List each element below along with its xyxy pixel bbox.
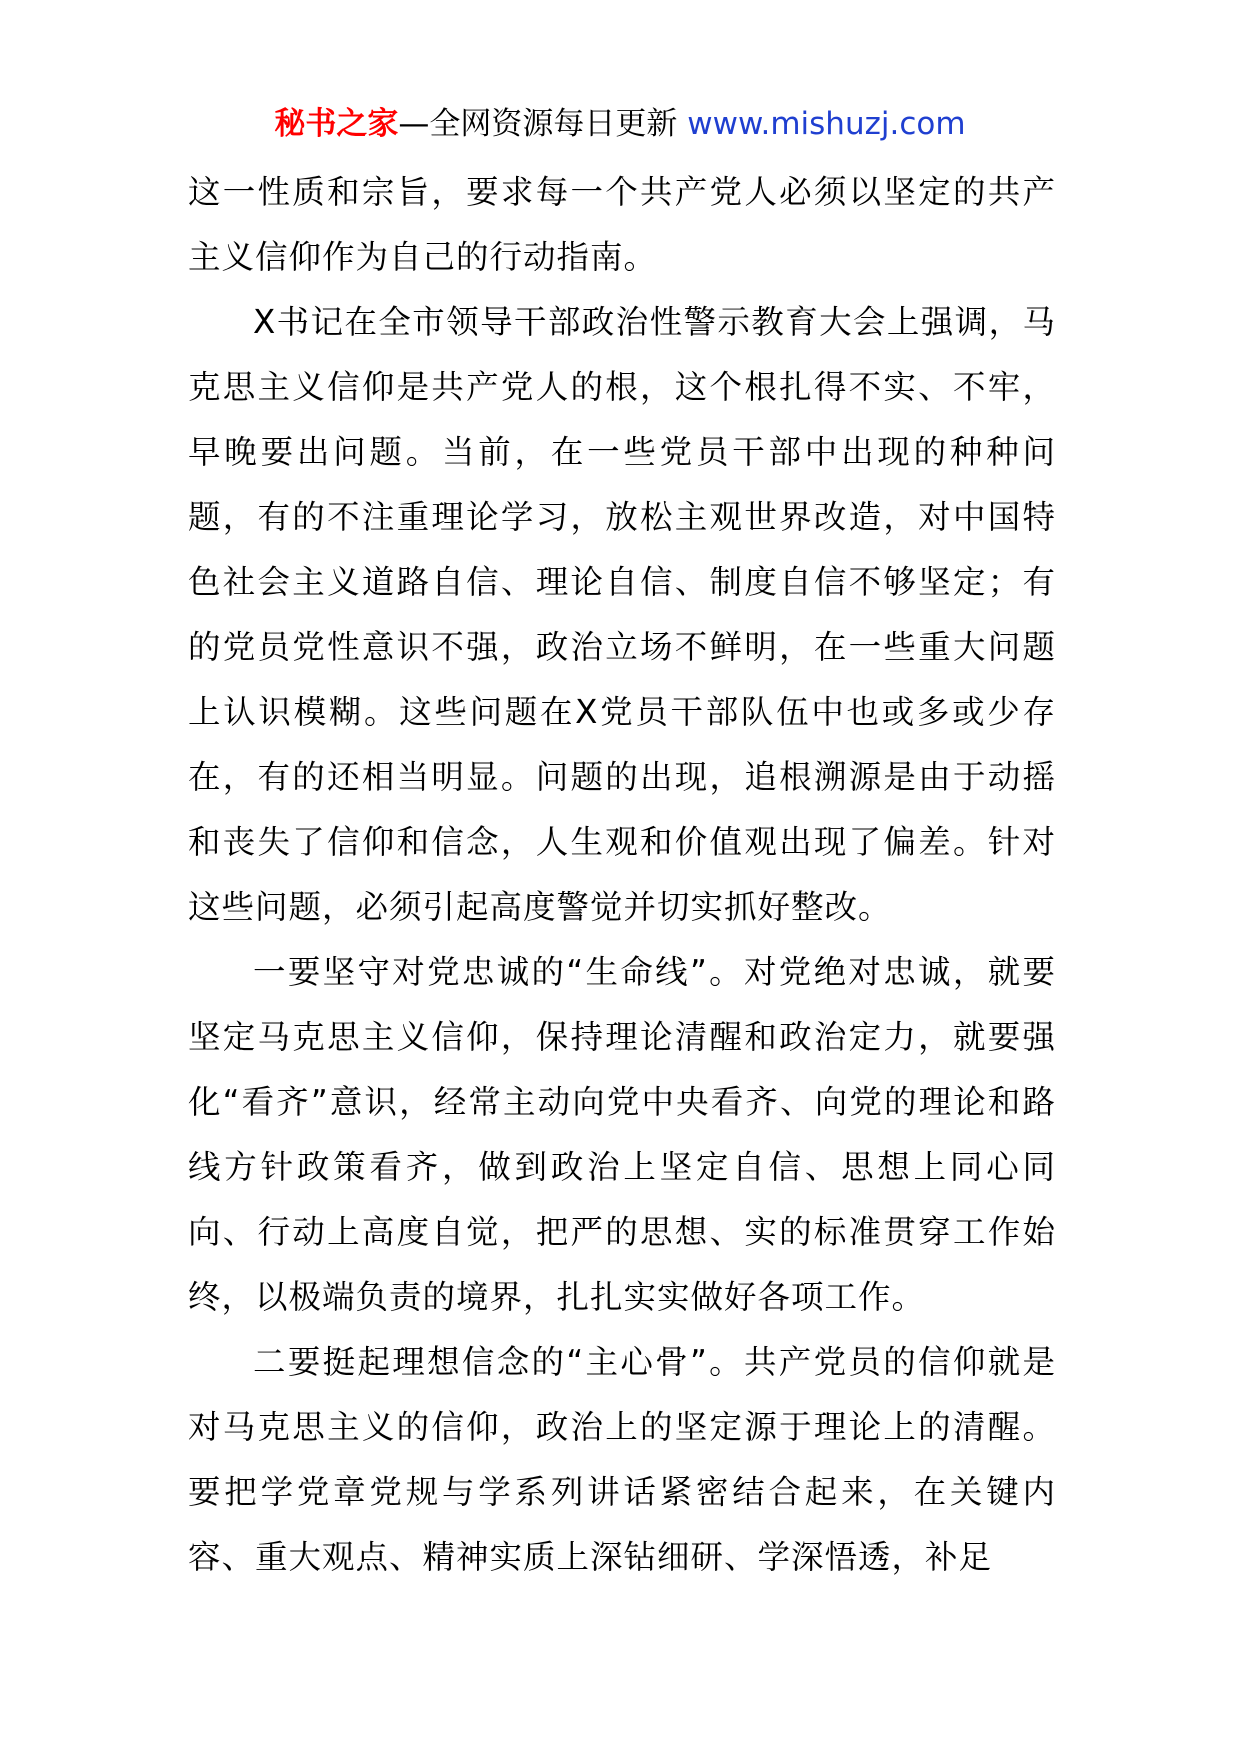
document-body: [188, 160, 1056, 1590]
paragraph-continuation: 这一性质和宗旨，要求每一个共产党人必须以坚定的共产主义信仰作为自己的行动指南。: [188, 173, 1056, 276]
paragraph-ideals-backbone: 二要挺起理想信念的“主心骨”。共产党员的信仰就是对马克思主义的信仰，政治上的坚定源于理论上的清醒。要把学党章党规与学系列讲话紧密结合起来，在关键内容、重大观点、精神实质上深钻细研、学深悟透，补足: [188, 1343, 1056, 1576]
site-tagline: —全网资源每日更新: [398, 106, 678, 142]
site-name: 秘书之家: [274, 106, 399, 142]
site-header: [0, 100, 1240, 148]
paragraph-secretary-speech: X书记在全市领导干部政治性警示教育大会上强调，马克思主义信仰是共产党人的根，这个根扎得不实、不牢，早晚要出问题。当前，在一些党员干部中出现的种种问题，有的不注重理论学习，放松主观世界改造，对中国特色社会主义道路自信、理论自信、制度自信不够坚定；有的党员党性意识不强，政治立场不鲜明，在一些重大问题上认识模糊。这些问题在X党员干部队伍中也或多或少存在，有的还相当明显。问题的出现，追根溯源是由于动摇和丧失了信仰和信念，人生观和价值观出现了偏差。针对这些问题，必须引起高度警觉并切实抓好整改。: [188, 303, 1056, 926]
site-url-link[interactable]: www.mishuzj.com: [677, 106, 966, 142]
paragraph-loyalty-lifeline: 一要坚守对党忠诚的“生命线”。对党绝对忠诚，就要坚定马克思主义信仰，保持理论清醒和政治定力，就要强化“看齐”意识，经常主动向党中央看齐、向党的理论和路线方针政策看齐，做到政治上坚定自信、思想上同心同向、行动上高度自觉，把严的思想、实的标准贯穿工作始终，以极端负责的境界，扎扎实实做好各项工作。: [188, 953, 1056, 1316]
